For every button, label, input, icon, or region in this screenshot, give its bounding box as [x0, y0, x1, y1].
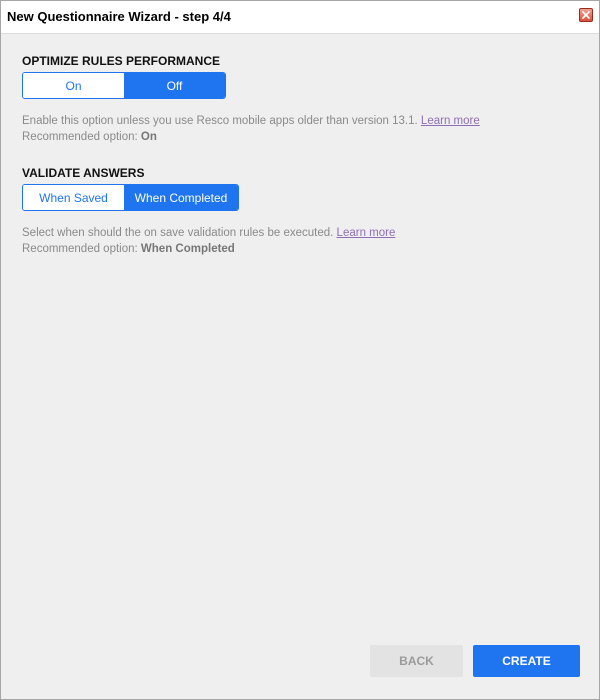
window-title: New Questionnaire Wizard - step 4/4	[7, 9, 231, 24]
optimize-description-line	[22, 113, 480, 129]
optimize-off-option[interactable]: Off	[124, 73, 225, 98]
optimize-recommended-label: Recommended option:	[22, 131, 138, 143]
close-icon	[581, 10, 591, 20]
close-button[interactable]	[579, 8, 593, 22]
optimize-on-option[interactable]: On	[23, 73, 124, 98]
create-button[interactable]: CREATE	[473, 645, 580, 677]
optimize-heading: OPTIMIZE RULES PERFORMANCE	[22, 54, 221, 68]
validate-when-completed-option[interactable]: When Completed	[124, 185, 238, 210]
title-bar	[1, 1, 599, 34]
optimize-toggle	[22, 72, 226, 99]
validate-toggle	[22, 184, 239, 211]
validate-description: Select when should the on save validation rules be executed.	[22, 227, 334, 239]
optimize-recommended-value: On	[140, 131, 157, 143]
validate-recommended-line	[22, 241, 235, 257]
validate-heading: VALIDATE ANSWERS	[22, 166, 145, 180]
validate-description-line	[22, 225, 395, 241]
optimize-recommended-line	[22, 129, 157, 145]
validate-recommended-label: Recommended option:	[22, 243, 138, 255]
optimize-description: Enable this option unless you use Resco mobile apps older than version 13.1.	[22, 115, 418, 127]
validate-learn-more-link[interactable]: Learn more	[336, 227, 396, 239]
optimize-learn-more-link[interactable]: Learn more	[420, 115, 480, 127]
back-button[interactable]: BACK	[370, 645, 463, 677]
validate-when-saved-option[interactable]: When Saved	[23, 185, 124, 210]
validate-recommended-value: When Completed	[140, 243, 235, 255]
